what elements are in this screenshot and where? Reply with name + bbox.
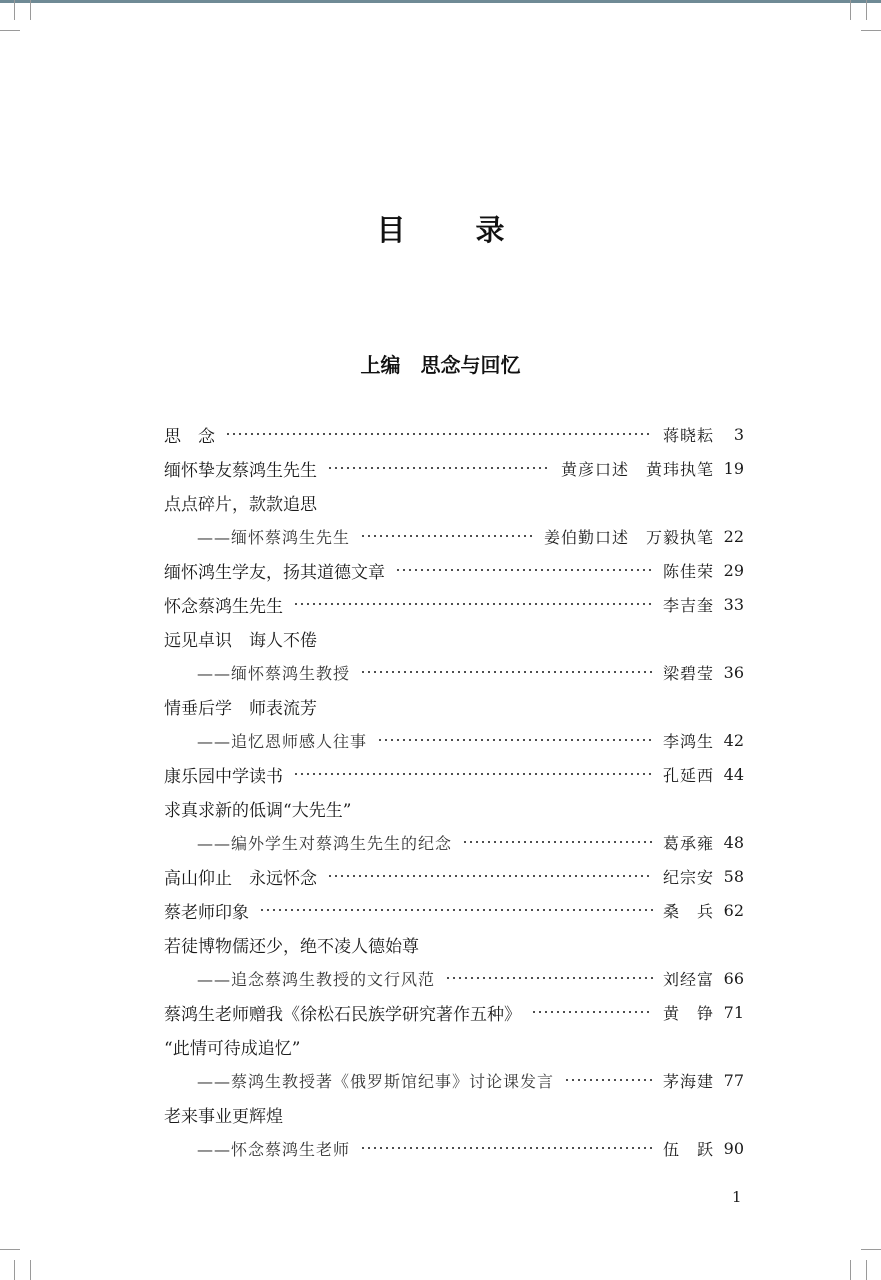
toc-entry-page: 77	[723, 1070, 744, 1090]
toc-entry-page: 44	[723, 764, 744, 784]
toc-entry-page: 29	[723, 560, 744, 580]
crop-mark	[30, 1260, 31, 1280]
toc-entry-page: 62	[723, 900, 744, 920]
dot-leader	[360, 1147, 653, 1149]
toc-entry-author: 纪宗安	[662, 867, 714, 887]
dot-leader	[327, 467, 551, 469]
toc-entry-title: 远见卓识 诲人不倦	[164, 630, 317, 651]
toc-entry-author: 陈佳荣	[662, 561, 714, 581]
toc-entry-subtitle: ——追忆恩师感人往事	[197, 731, 368, 751]
page-number: 1	[732, 1188, 742, 1206]
toc-entry[interactable]	[197, 519, 744, 553]
toc-entry-title: 思 念	[164, 426, 215, 447]
dot-leader	[462, 841, 653, 843]
dot-leader	[360, 671, 653, 673]
toc-entry-author: 伍 跃	[662, 1139, 714, 1159]
toc-entry-author: 黄 铮	[662, 1003, 714, 1023]
dot-leader	[293, 773, 653, 775]
dot-leader	[564, 1079, 653, 1081]
crop-mark	[861, 30, 881, 31]
page-title: 目 录	[376, 213, 535, 247]
toc-entry-author: 蒋晓耘	[662, 425, 714, 445]
toc-entry[interactable]	[164, 553, 744, 587]
toc-entry[interactable]	[197, 655, 744, 689]
crop-mark	[0, 30, 20, 31]
toc-entry[interactable]	[164, 621, 744, 655]
toc-entry[interactable]	[164, 791, 744, 825]
section-heading: 上编 思念与回忆	[360, 353, 521, 377]
toc-entry-subtitle: ——缅怀蔡鸿生教授	[197, 663, 351, 683]
toc-entry-author: 姜伯勤口述 万毅执笔	[543, 527, 714, 547]
toc-entry-title: 求真求新的低调“大先生”	[164, 800, 352, 821]
toc-entry[interactable]	[164, 859, 744, 893]
toc-entry[interactable]	[197, 961, 744, 995]
crop-mark	[861, 1249, 881, 1250]
dot-leader	[327, 875, 653, 877]
toc-entry[interactable]	[164, 1097, 744, 1131]
toc-entry-author: 孔延西	[662, 765, 714, 785]
dot-leader	[225, 433, 653, 435]
dot-leader	[395, 569, 653, 571]
toc-entry-page: 71	[723, 1002, 744, 1022]
dot-leader	[445, 977, 653, 979]
toc-entry-page: 90	[723, 1138, 744, 1158]
toc-entry-title: 情垂后学 师表流芳	[164, 698, 317, 719]
toc-entry[interactable]	[164, 689, 744, 723]
toc-entry-author: 桑 兵	[662, 901, 714, 921]
toc-entry-page: 33	[723, 594, 744, 614]
toc-entry[interactable]	[197, 1131, 744, 1165]
toc-entry[interactable]	[197, 1063, 744, 1097]
toc-entry-subtitle: ——编外学生对蔡鸿生先生的纪念	[197, 833, 453, 853]
dot-leader	[360, 535, 534, 537]
toc-entry-title: 蔡鸿生老师赠我《徐松石民族学研究著作五种》	[164, 1004, 521, 1025]
toc-entry-page: 66	[723, 968, 744, 988]
toc-entry-author: 梁碧莹	[662, 663, 714, 683]
toc-entry-page: 48	[723, 832, 744, 852]
dot-leader	[259, 909, 653, 911]
toc-entry[interactable]	[164, 587, 744, 621]
toc-entry-title: 点点碎片，款款追思	[164, 494, 317, 515]
top-border	[0, 0, 881, 3]
toc-entry-title: 缅怀鸿生学友，扬其道德文章	[164, 562, 385, 583]
toc-entry-author: 茅海建	[662, 1071, 714, 1091]
toc-entry-page: 36	[723, 662, 744, 682]
toc-entry-page: 42	[723, 730, 744, 750]
toc-entry[interactable]	[164, 451, 744, 485]
toc-entry-page: 22	[723, 526, 744, 546]
toc-entry[interactable]	[164, 1029, 744, 1063]
toc-entry-subtitle: ——怀念蔡鸿生老师	[197, 1139, 351, 1159]
toc-entry-title: 康乐园中学读书	[164, 766, 283, 787]
toc-entry-author: 葛承雍	[662, 833, 714, 853]
crop-mark	[0, 1249, 20, 1250]
toc-entry-page: 58	[723, 866, 744, 886]
toc-entry-subtitle: ——追念蔡鸿生教授的文行风范	[197, 969, 436, 989]
toc-entry-title: 缅怀挚友蔡鸿生先生	[164, 460, 317, 481]
dot-leader	[293, 603, 653, 605]
toc-entry-title: 若徒博物儒还少，绝不凌人德始尊	[164, 936, 419, 957]
crop-mark	[850, 0, 851, 20]
crop-mark	[30, 0, 31, 20]
toc-entry-title: “此情可待成追忆”	[164, 1038, 301, 1059]
toc-entry[interactable]	[164, 893, 744, 927]
toc-entry[interactable]	[164, 485, 744, 519]
toc-entry-subtitle: ——蔡鸿生教授著《俄罗斯馆纪事》讨论课发言	[197, 1071, 555, 1091]
toc-entry-author: 黄彦口述 黄玮执笔	[560, 459, 714, 479]
crop-mark	[14, 0, 15, 20]
toc-entry-author: 李鸿生	[662, 731, 714, 751]
toc-entry[interactable]	[164, 757, 744, 791]
toc-entry[interactable]	[197, 825, 744, 859]
crop-mark	[866, 1260, 867, 1280]
toc-entry[interactable]	[164, 417, 744, 451]
toc-entry[interactable]	[197, 723, 744, 757]
dot-leader	[531, 1011, 653, 1013]
dot-leader	[377, 739, 653, 741]
toc-entry-title: 怀念蔡鸿生先生	[164, 596, 283, 617]
crop-mark	[850, 1260, 851, 1280]
crop-mark	[14, 1260, 15, 1280]
toc-entry-subtitle: ——缅怀蔡鸿生先生	[197, 527, 351, 547]
toc-entry-title: 高山仰止 永远怀念	[164, 868, 317, 889]
toc-entry-author: 刘经富	[662, 969, 714, 989]
toc-entry-title: 蔡老师印象	[164, 902, 249, 923]
toc-entry-author: 李吉奎	[662, 595, 714, 615]
toc-entry-title: 老来事业更辉煌	[164, 1106, 283, 1127]
crop-mark	[866, 0, 867, 20]
toc-entry[interactable]	[164, 927, 744, 961]
toc-entry-page: 3	[733, 424, 744, 444]
toc-entry-page: 19	[723, 458, 744, 478]
toc-entry[interactable]	[164, 995, 744, 1029]
